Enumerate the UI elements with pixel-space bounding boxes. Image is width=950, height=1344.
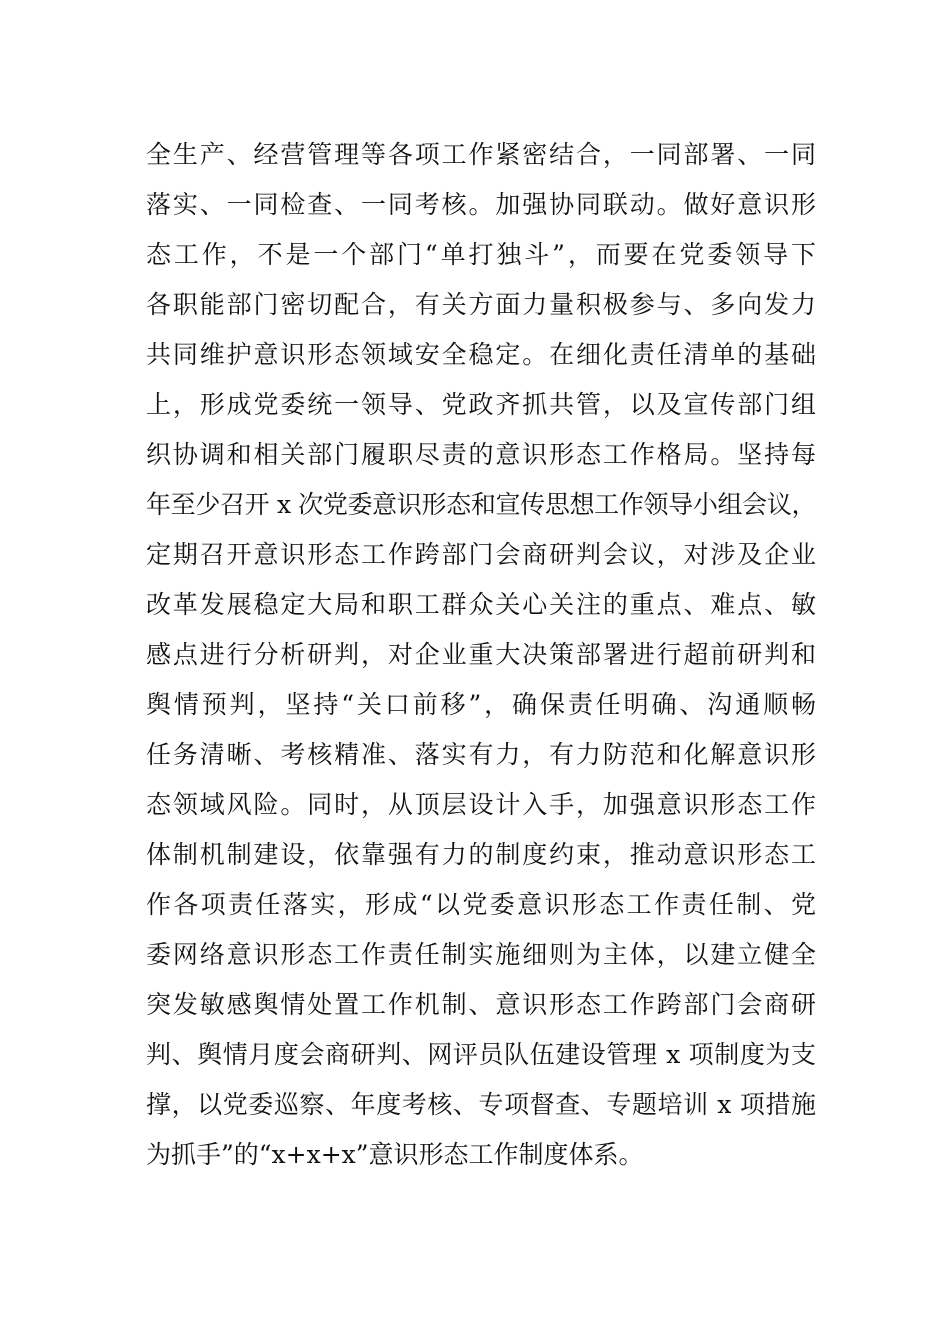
text-line: 体制机制建设，依靠强有力的制度约束，推动意识形态工 [146, 840, 816, 869]
text-line: 各职能部门密切配合，有关方面力量积极参与、多向发力 [146, 290, 816, 319]
text-line: 撑，以党委巡察、年度考核、专项督查、专题培训 x 项措施 [146, 1090, 816, 1119]
text-line: 作各项责任落实，形成“以党委意识形态工作责任制、党 [146, 890, 816, 919]
text-line: 委网络意识形态工作责任制实施细则为主体，以建立健全 [146, 940, 816, 969]
text-line-last: 为抓手”的“x+x+x”意识形态工作制度体系。 [146, 1140, 644, 1169]
text-line: 共同维护意识形态领域安全稳定。在细化责任清单的基础 [146, 340, 816, 369]
text-line: 舆情预判，坚持“关口前移”，确保责任明确、沟通顺畅 [146, 690, 816, 719]
text-line: 上，形成党委统一领导、党政齐抓共管，以及宣传部门组 [146, 390, 816, 419]
text-line: 年至少召开 x 次党委意识形态和宣传思想工作领导小组会议， [146, 490, 816, 519]
text-line: 织协调和相关部门履职尽责的意识形态工作格局。坚持每 [146, 440, 816, 469]
text-line: 任务清晰、考核精准、落实有力，有力防范和化解意识形 [146, 740, 816, 769]
text-line: 突发敏感舆情处置工作机制、意识形态工作跨部门会商研 [146, 990, 816, 1019]
text-line: 定期召开意识形态工作跨部门会商研判会议，对涉及企业 [146, 540, 816, 569]
text-line: 改革发展稳定大局和职工群众关心关注的重点、难点、敏 [146, 590, 816, 619]
body-paragraph [146, 130, 816, 1180]
text-line: 态工作，不是一个部门“单打独斗”，而要在党委领导下 [146, 240, 816, 269]
text-line: 落实、一同检查、一同考核。加强协同联动。做好意识形 [146, 190, 816, 219]
text-line: 感点进行分析研判，对企业重大决策部署进行超前研判和 [146, 640, 816, 669]
text-line: 态领域风险。同时，从顶层设计入手，加强意识形态工作 [146, 790, 816, 819]
text-line: 全生产、经营管理等各项工作紧密结合，一同部署、一同 [146, 140, 816, 169]
text-line: 判、舆情月度会商研判、网评员队伍建设管理 x 项制度为支 [146, 1040, 816, 1069]
